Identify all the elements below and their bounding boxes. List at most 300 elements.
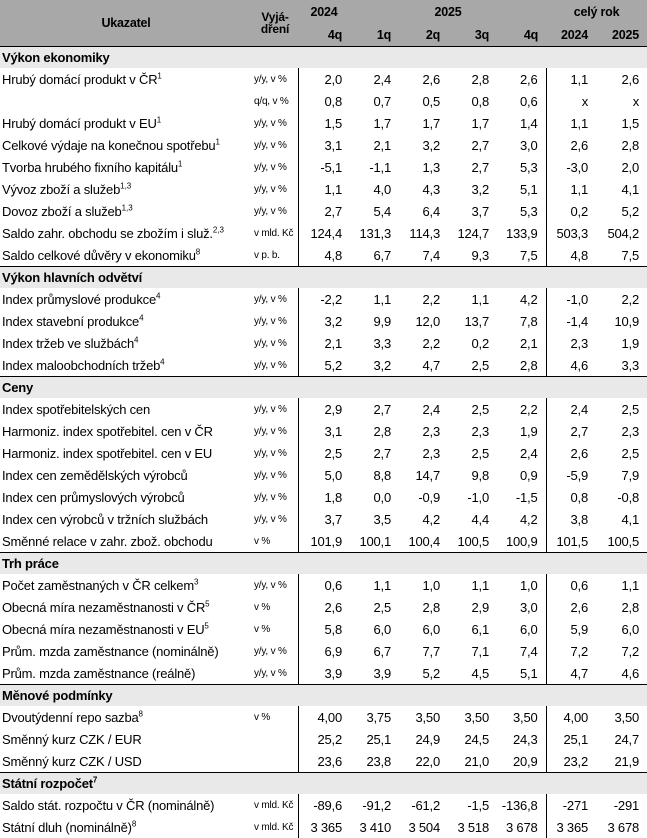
table-row [0,222,647,244]
value-cell: -136,8 [497,794,546,816]
value-cell: 2,8 [399,596,448,618]
value-cell: 4,7 [546,662,596,685]
col-header-year-2024: 2024 [298,0,350,23]
value-cell: 2,3 [546,332,596,354]
table-row [0,68,647,90]
col-header-year-2025: 2025 [350,0,546,23]
value-cell: 2,6 [546,134,596,156]
value-cell: 20,9 [497,750,546,773]
value-cell: 1,1 [596,574,647,596]
value-cell: 2,2 [399,288,448,310]
footnote-ref: 8 [195,247,201,257]
unit-label: y/y, v % [252,486,298,508]
value-cell: 1,1 [448,288,497,310]
value-cell: 5,2 [298,354,350,377]
value-cell: 1,9 [497,420,546,442]
unit-label: y/y, v % [252,464,298,486]
section-title: Státní rozpočet$^7$ [0,773,647,795]
value-cell: 5,0 [298,464,350,486]
table-row [0,574,647,596]
value-cell: 3,8 [546,508,596,530]
unit-label: y/y, v % [252,288,298,310]
value-cell: 3,2 [298,310,350,332]
value-cell: 0,0 [350,486,399,508]
value-cell: 5,1 [497,662,546,685]
value-cell: 4,4 [448,508,497,530]
col-header-full-year: celý rok [546,0,647,23]
col-header-q: 2q [399,23,448,47]
value-cell: 7,4 [497,640,546,662]
value-cell: 22,0 [399,750,448,773]
value-cell: 2,2 [596,288,647,310]
value-cell: 2,5 [596,442,647,464]
footnote-ref: 3 [193,577,199,587]
value-cell: 1,0 [497,574,546,596]
value-cell: 0,2 [448,332,497,354]
value-cell: -61,2 [399,794,448,816]
value-cell: 25,1 [546,728,596,750]
indicator-label: Celkové výdaje na konečnou spotřebu$^1$ [0,134,252,156]
value-cell: 5,1 [497,178,546,200]
table-row [0,442,647,464]
indicator-label: Prům. mzda zaměstnance (reálně) [0,662,252,685]
value-cell: 2,5 [448,354,497,377]
unit-label: v mld. Kč [252,816,298,838]
value-cell: 2,8 [596,596,647,618]
value-cell: 7,5 [596,244,647,267]
value-cell: 1,1 [350,574,399,596]
value-cell: 3,9 [298,662,350,685]
value-cell: 2,6 [546,442,596,464]
value-cell: 2,6 [497,68,546,90]
indicator-label: Index spotřebitelských cen [0,398,252,420]
value-cell: 6,0 [497,618,546,640]
value-cell: 100,5 [448,530,497,553]
value-cell: 3,50 [596,706,647,728]
value-cell: 3,7 [448,200,497,222]
table-row [0,728,647,750]
value-cell: 3 365 [298,816,350,838]
col-header-unit [252,0,298,47]
section-header-row [0,47,647,69]
table-row [0,464,647,486]
value-cell: 1,5 [596,112,647,134]
unit-label: v % [252,706,298,728]
value-cell: 2,4 [546,398,596,420]
section-title: Výkon ekonomiky [0,47,647,69]
indicator-label: Index cen průmyslových výrobců [0,486,252,508]
value-cell: 2,3 [399,420,448,442]
value-cell: 1,0 [399,574,448,596]
section-title: Ceny [0,377,647,399]
footnote-ref: 8 [138,709,143,719]
value-cell: 3 678 [596,816,647,838]
value-cell: 3 678 [497,816,546,838]
indicator-label [0,90,252,112]
value-cell: 6,7 [350,640,399,662]
value-cell: 3,9 [350,662,399,685]
unit-label: v % [252,530,298,553]
value-cell: -271 [546,794,596,816]
value-cell: 21,9 [596,750,647,773]
unit-label: y/y, v % [252,640,298,662]
table-row [0,200,647,222]
value-cell: 3,0 [497,134,546,156]
value-cell: 4,8 [298,244,350,267]
value-cell: 5,2 [596,200,647,222]
col-header-unit-line2: dření [260,22,290,36]
value-cell: 0,6 [497,90,546,112]
value-cell: -91,2 [350,794,399,816]
value-cell: 2,2 [399,332,448,354]
value-cell: 4,5 [448,662,497,685]
footnote-ref: 1,3 [120,181,132,191]
unit-label: y/y, v % [252,68,298,90]
value-cell: 7,1 [448,640,497,662]
value-cell: 21,0 [448,750,497,773]
value-cell: 14,7 [399,464,448,486]
table-row [0,156,647,178]
value-cell: 23,8 [350,750,399,773]
value-cell: -0,8 [596,486,647,508]
value-cell: 5,3 [497,200,546,222]
indicator-label: Dvoutýdenní repo sazba$^8$ [0,706,252,728]
value-cell: 5,4 [350,200,399,222]
value-cell: 5,9 [546,618,596,640]
indicator-label: Saldo zahr. obchodu se zbožím i služ.$^{2,3}$ [0,222,252,244]
footnote-ref: 1 [157,71,162,81]
value-cell: 2,9 [298,398,350,420]
footnote-ref: 4 [155,291,161,301]
indicator-label: Dovoz zboží a služeb$^{1,3}$ [0,200,252,222]
value-cell: 504,2 [596,222,647,244]
indicator-label: Index tržeb ve službách$^4$ [0,332,252,354]
value-cell: -89,6 [298,794,350,816]
value-cell: 0,6 [298,574,350,596]
value-cell: 2,5 [448,398,497,420]
value-cell: 13,7 [448,310,497,332]
value-cell: 2,3 [596,420,647,442]
footnote-ref: 5 [205,599,210,609]
value-cell: 2,7 [350,442,399,464]
value-cell: 3,7 [298,508,350,530]
value-cell: 4,2 [497,288,546,310]
value-cell: 12,0 [399,310,448,332]
unit-label: y/y, v % [252,354,298,377]
indicator-label: Harmoniz. index spotřebitel. cen v ČR [0,420,252,442]
value-cell: 2,9 [448,596,497,618]
unit-label [252,750,298,773]
table-row [0,750,647,773]
value-cell: 1,1 [350,288,399,310]
table-row [0,354,647,377]
value-cell: 1,9 [596,332,647,354]
value-cell: 7,2 [596,640,647,662]
indicator-label: Index cen zemědělských výrobců [0,464,252,486]
unit-label: y/y, v % [252,178,298,200]
value-cell: 3,5 [350,508,399,530]
col-header-fy-2025: 2025 [596,23,647,47]
table-row [0,618,647,640]
value-cell: 3,50 [448,706,497,728]
value-cell: 6,1 [448,618,497,640]
unit-label: y/y, v % [252,420,298,442]
section-header-row [0,267,647,289]
value-cell: 2,8 [448,68,497,90]
unit-label: v mld. Kč [252,222,298,244]
col-header-unit-line1: Vyjá- [261,10,289,24]
section-header-row [0,553,647,575]
value-cell: 2,4 [497,442,546,464]
value-cell: 2,2 [497,398,546,420]
value-cell: 1,8 [298,486,350,508]
value-cell: 9,3 [448,244,497,267]
value-cell: 100,5 [596,530,647,553]
footnote-ref: 4 [160,357,165,367]
table-row [0,508,647,530]
value-cell: 3,2 [399,134,448,156]
indicator-label: Prům. mzda zaměstnance (nominálně) [0,640,252,662]
value-cell: 4,6 [546,354,596,377]
unit-label: y/y, v % [252,332,298,354]
value-cell: 4,7 [399,354,448,377]
value-cell: 2,0 [596,156,647,178]
value-cell: 6,9 [298,640,350,662]
value-cell: 1,1 [298,178,350,200]
value-cell: 7,7 [399,640,448,662]
value-cell: 1,1 [546,178,596,200]
value-cell: 4,3 [399,178,448,200]
value-cell: -3,0 [546,156,596,178]
table-row [0,178,647,200]
value-cell: 3,0 [497,596,546,618]
unit-label: v mld. Kč [252,794,298,816]
value-cell: -2,2 [298,288,350,310]
value-cell: 2,6 [596,68,647,90]
unit-label: y/y, v % [252,574,298,596]
table-row [0,640,647,662]
value-cell: 3,75 [350,706,399,728]
value-cell: 4,6 [596,662,647,685]
value-cell: 4,1 [596,508,647,530]
unit-label: v p. b. [252,244,298,267]
table-row [0,662,647,685]
value-cell: 101,5 [546,530,596,553]
value-cell: 100,4 [399,530,448,553]
value-cell: 2,6 [399,68,448,90]
value-cell: 2,7 [298,200,350,222]
value-cell: 3,3 [596,354,647,377]
value-cell: 5,3 [497,156,546,178]
header-row-years [0,0,647,23]
value-cell: -1,5 [497,486,546,508]
unit-label [252,728,298,750]
unit-label: y/y, v % [252,134,298,156]
value-cell: 25,2 [298,728,350,750]
value-cell: 3,3 [350,332,399,354]
value-cell: 1,7 [399,112,448,134]
table-row [0,596,647,618]
footnote-ref: 5 [204,621,209,631]
unit-label: y/y, v % [252,310,298,332]
value-cell: 2,7 [448,134,497,156]
value-cell: 0,5 [399,90,448,112]
value-cell: 6,0 [596,618,647,640]
value-cell: 2,5 [350,596,399,618]
indicator-label: Státní dluh (nominálně)$^8$ [0,816,252,838]
footnote-ref: 1 [215,137,220,147]
col-header-fy-2024: 2024 [546,23,596,47]
value-cell: 24,9 [399,728,448,750]
value-cell: x [546,90,596,112]
value-cell: 6,4 [399,200,448,222]
value-cell: 0,8 [298,90,350,112]
footnote-ref: 8 [131,819,137,829]
value-cell: 0,2 [546,200,596,222]
value-cell: 124,7 [448,222,497,244]
value-cell: -1,4 [546,310,596,332]
value-cell: 2,5 [596,398,647,420]
table-row [0,288,647,310]
table-row [0,310,647,332]
value-cell: 2,5 [448,442,497,464]
value-cell: 2,0 [298,68,350,90]
value-cell: 7,8 [497,310,546,332]
value-cell: 6,7 [350,244,399,267]
indicator-label: Hrubý domácí produkt v $ČR^1$ [0,68,252,90]
indicator-label: Směnné relace v zahr. zbož. obchodu [0,530,252,553]
value-cell: 101,9 [298,530,350,553]
value-cell: 7,5 [497,244,546,267]
value-cell: 24,7 [596,728,647,750]
unit-label: y/y, v % [252,112,298,134]
value-cell: -1,0 [546,288,596,310]
value-cell: 4,00 [298,706,350,728]
value-cell: 2,3 [448,420,497,442]
value-cell: 2,8 [350,420,399,442]
indicator-label: Saldo celkové důvěry v ekonomiku$^8$ [0,244,252,267]
unit-label: q/q, v % [252,90,298,112]
value-cell: 2,1 [298,332,350,354]
value-cell: 100,1 [350,530,399,553]
table-row [0,420,647,442]
value-cell: 5,2 [399,662,448,685]
indicator-label: Index stavební produkce$^4$ [0,310,252,332]
indicator-label: Saldo stát. rozpočtu v ČR (nominálně) [0,794,252,816]
value-cell: 4,2 [497,508,546,530]
table-row [0,816,647,838]
value-cell: 3,1 [298,134,350,156]
col-header-q: 1q [350,23,399,47]
value-cell: 0,8 [546,486,596,508]
unit-label: y/y, v % [252,508,298,530]
section-header-row [0,377,647,399]
value-cell: 7,2 [546,640,596,662]
table-row [0,398,647,420]
value-cell: 23,6 [298,750,350,773]
value-cell: 4,8 [546,244,596,267]
value-cell: 2,8 [596,134,647,156]
value-cell: -5,9 [546,464,596,486]
value-cell: 100,9 [497,530,546,553]
indicator-label: Tvorba hrubého fixního kapitálu$^1$ [0,156,252,178]
table-row [0,112,647,134]
value-cell: 2,6 [546,596,596,618]
value-cell: 5,8 [298,618,350,640]
value-cell: 2,7 [350,398,399,420]
table-row [0,706,647,728]
unit-label: y/y, v % [252,442,298,464]
footnote-ref: 4 [139,313,144,323]
value-cell: 114,3 [399,222,448,244]
table-row [0,794,647,816]
value-cell: 10,9 [596,310,647,332]
value-cell: 24,3 [497,728,546,750]
value-cell: 6,0 [350,618,399,640]
unit-label: y/y, v % [252,662,298,685]
table-row [0,90,647,112]
table-header [0,0,647,47]
value-cell: 1,7 [350,112,399,134]
col-header-q: 4q [497,23,546,47]
value-cell: 7,9 [596,464,647,486]
col-header-indicator: Ukazatel [0,0,252,47]
value-cell: 2,8 [497,354,546,377]
indicator-label: Směnný kurz CZK / EUR [0,728,252,750]
unit-label: y/y, v % [252,398,298,420]
value-cell: 1,1 [448,574,497,596]
value-cell: 1,3 [399,156,448,178]
footnote-ref: 4 [133,335,139,345]
table-row [0,244,647,267]
value-cell: 2,1 [350,134,399,156]
value-cell: -1,5 [448,794,497,816]
indicator-label: Index průmyslové produkce$^4$ [0,288,252,310]
value-cell: 2,1 [497,332,546,354]
value-cell: 0,9 [497,464,546,486]
footnote-ref: 1,3 [121,203,133,213]
value-cell: 2,4 [399,398,448,420]
value-cell: x [596,90,647,112]
value-cell: 2,4 [350,68,399,90]
value-cell: -1,0 [448,486,497,508]
value-cell: 3,2 [350,354,399,377]
col-header-q: 3q [448,23,497,47]
value-cell: 3 504 [399,816,448,838]
value-cell: 133,9 [497,222,546,244]
value-cell: 3,2 [448,178,497,200]
unit-label: v % [252,596,298,618]
value-cell: -1,1 [350,156,399,178]
value-cell: 2,7 [448,156,497,178]
value-cell: 1,5 [298,112,350,134]
value-cell: 503,3 [546,222,596,244]
value-cell: 9,9 [350,310,399,332]
value-cell: 4,0 [350,178,399,200]
value-cell: 0,6 [546,574,596,596]
section-header-row [0,773,647,795]
footnote-ref: 1 [156,115,162,125]
value-cell: 6,0 [399,618,448,640]
footnote-ref: 7 [92,775,98,785]
unit-label: y/y, v % [252,156,298,178]
value-cell: 9,8 [448,464,497,486]
value-cell: 3 365 [546,816,596,838]
col-header-q: 4q [298,23,350,47]
value-cell: 23,2 [546,750,596,773]
value-cell: 2,3 [399,442,448,464]
table-row [0,486,647,508]
